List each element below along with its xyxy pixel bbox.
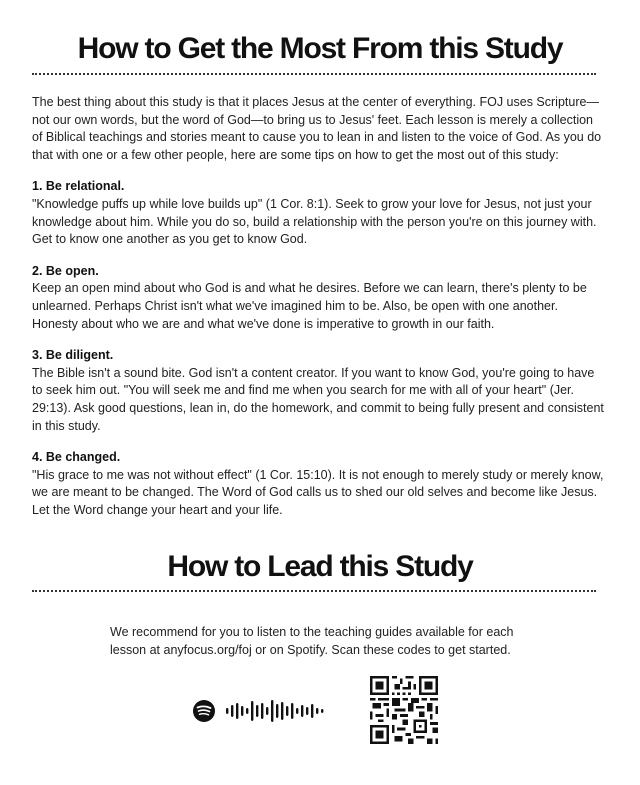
tip-text: Keep an open mind about who God is and what he desires. Before we can learn, there's plenty to be unlearned. Perhaps Christ isn't what we've imagined him to be. Also, be open with one another. Honesty about who we are and what we've done is imperative to growth in our faith. bbox=[32, 281, 587, 331]
lead-paragraph: We recommend for you to listen to the teaching guides available for each lesson at anyfocus.org/foj or on Spotify. Scan these codes to get started. bbox=[110, 624, 514, 657]
tip-heading: 4. Be changed. bbox=[32, 450, 121, 465]
dotted-divider bbox=[32, 590, 596, 592]
dotted-divider bbox=[32, 73, 596, 75]
qr-code-icon[interactable] bbox=[370, 676, 438, 744]
tip-item bbox=[32, 178, 604, 248]
tip-heading: 2. Be open. bbox=[32, 263, 99, 278]
tip-text: The Bible isn't a sound bite. God isn't a content creator. If you want to know God, you're going to have to seek him out. "You will seek me and find me when you search for me with all of your heart" (Jer. 29:13). Ask good questions, lean in, do the homework, and commit to being fully present and consistent in this study. bbox=[32, 365, 604, 433]
tip-heading: 1. Be relational. bbox=[32, 179, 125, 194]
tip-item bbox=[32, 263, 604, 333]
tip-text: "His grace to me was not without effect" (1 Cor. 15:10). It is not enough to merely study or merely know, we are meant to be changed. The Word of God calls us to shed our old selves and become like Jesus. Let the Word change your heart and your life. bbox=[32, 467, 604, 517]
tip-item bbox=[32, 449, 604, 519]
tips-section bbox=[32, 94, 604, 519]
tip-text: "Knowledge puffs up while love builds up" (1 Cor. 8:1). Seek to grow your love for Jesus, not just your knowledge about him. While you do so, build a relationship with the person you're on this journey with. Get to know one another as you get to know God. bbox=[32, 196, 597, 247]
page-title: How to Get the Most From this Study bbox=[77, 32, 563, 65]
intro-paragraph: The best thing about this study is that it places Jesus at the center of everything. FOJ uses Scripture—not our own words, but the word of God—to bring us to Jesus' feet. Each lesson is merely a collection of Biblical teachings and stories meant to cause you to lean in and listen to the voice of God. As you do that with one or a few other people, here are some tips on how to get the most out of this study: bbox=[32, 95, 602, 162]
tip-item bbox=[32, 347, 604, 435]
section-title: How to Lead this Study bbox=[167, 550, 473, 583]
scan-codes bbox=[0, 672, 640, 752]
spotify-code-icon[interactable] bbox=[192, 697, 342, 725]
tip-heading: 3. Be diligent. bbox=[32, 348, 114, 363]
